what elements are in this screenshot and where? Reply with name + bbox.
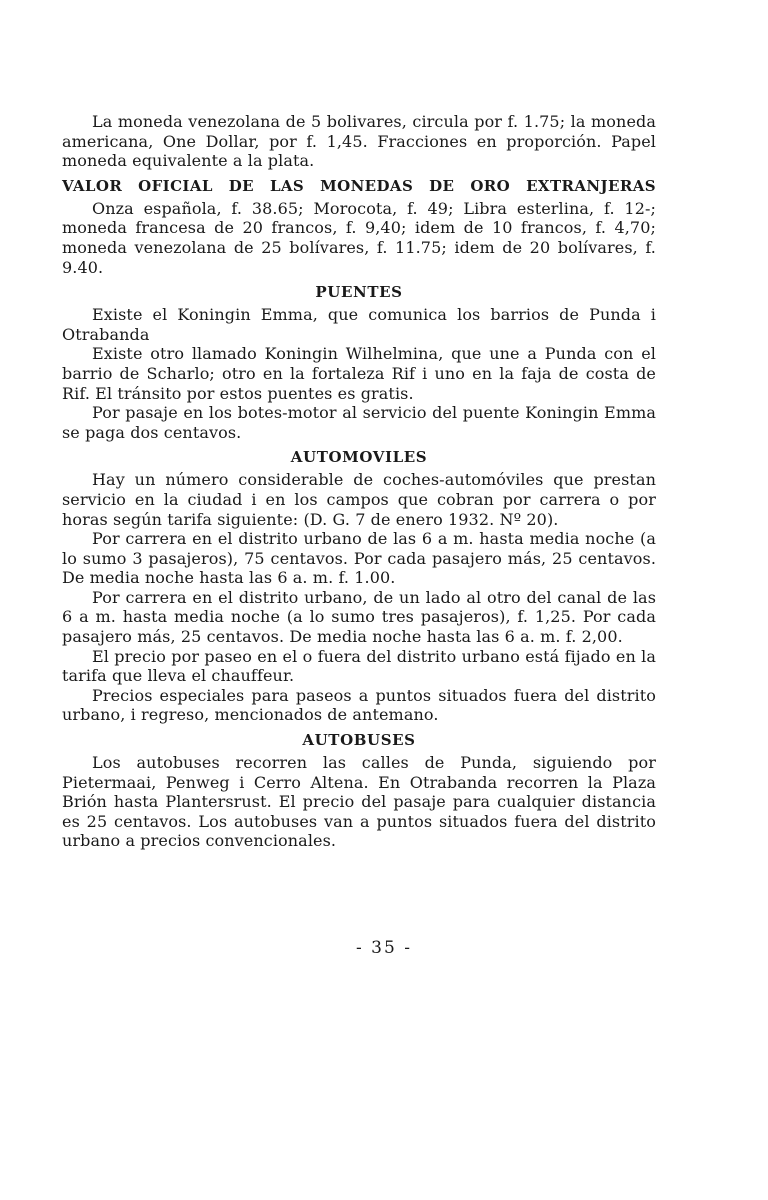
automobiles-paragraph-4: El precio por paseo en el o fuera del distrito urbano está fijado en la tarifa que lleva el chauffeur. — [62, 646, 656, 686]
intro-paragraph: La moneda venezolana de 5 bolivares, circula por f. 1.75; la moneda americana, One Dollar, por f. 1,45. Fracciones en proporción. Papel moneda equivalente a la plata. — [62, 112, 656, 171]
bridges-paragraph-3: Por pasaje en los botes-motor al servicio del puente Koningin Emma se paga dos centavos. — [62, 403, 656, 442]
page-number: - 35 - — [356, 938, 412, 958]
automobiles-paragraph-3: Por carrera en el distrito urbano, de un lado al otro del canal de las 6 a m. hasta media noche (a lo sumo tres pasajeros), f. 1,25. Por cada pasajero más, 25 centavos. De media noche hasta las 6 a. m. f. 2,00. — [62, 587, 656, 647]
section-heading-bridges: PUENTES — [315, 283, 403, 302]
buses-paragraph: Los autobuses recorren las calles de Punda, siguiendo por Pietermaai, Penweg i Cerro Altena. En Otrabanda recorren la Plaza Brión hasta Plantersrust. El precio del pasaje para cualquier distancia es 25 centavos. Los autobuses van a puntos situados fuera del distrito urbano a precios convencionales. — [62, 753, 656, 851]
bridges-paragraph-1: Existe el Koningin Emma, que comunica los barrios de Punda i Otrabanda — [62, 305, 656, 344]
gold-coins-paragraph: Onza española, f. 38.65; Morocota, f. 49; Libra esterlina, f. 12-; moneda francesa de 20 francos, f. 9,40; idem de 10 francos, f. 4,70; moneda venezolana de 25 bolívares, f. 11.75; idem de 20 bolívares, f. 9.40. — [62, 198, 656, 277]
section-heading-gold-coins: VALOR OFICIAL DE LAS MONEDAS DE ORO EXTRANJERAS — [62, 176, 656, 195]
section-heading-automobiles: AUTOMOVILES — [290, 448, 428, 467]
bridges-paragraph-2: Existe otro llamado Koningin Wilhelmina, que une a Punda con el barrio de Scharlo; otro en la fortaleza Rif i uno en la faja de costa de Rif. El tránsito por estos puentes es gratis. — [62, 344, 656, 403]
automobiles-paragraph-1: Hay un número considerable de coches-automóviles que prestan servicio en la ciudad i en los campos que cobran por carrera o por horas según tarifa siguiente: (D. G. 7 de enero 1932. Nº 20). — [62, 470, 656, 529]
text-block — [62, 112, 656, 851]
automobiles-paragraph-2: Por carrera en el distrito urbano de las 6 a m. hasta media noche (a lo sumo 3 pasajeros), 75 centavos. Por cada pasajero más, 25 centavos. De media noche hasta las 6 a. m. f. 1.00. — [62, 529, 656, 588]
automobiles-paragraph-5: Precios especiales para paseos a puntos situados fuera del distrito urbano, i regreso, mencionados de antemano. — [62, 685, 656, 725]
section-heading-buses: AUTOBUSES — [302, 731, 416, 750]
